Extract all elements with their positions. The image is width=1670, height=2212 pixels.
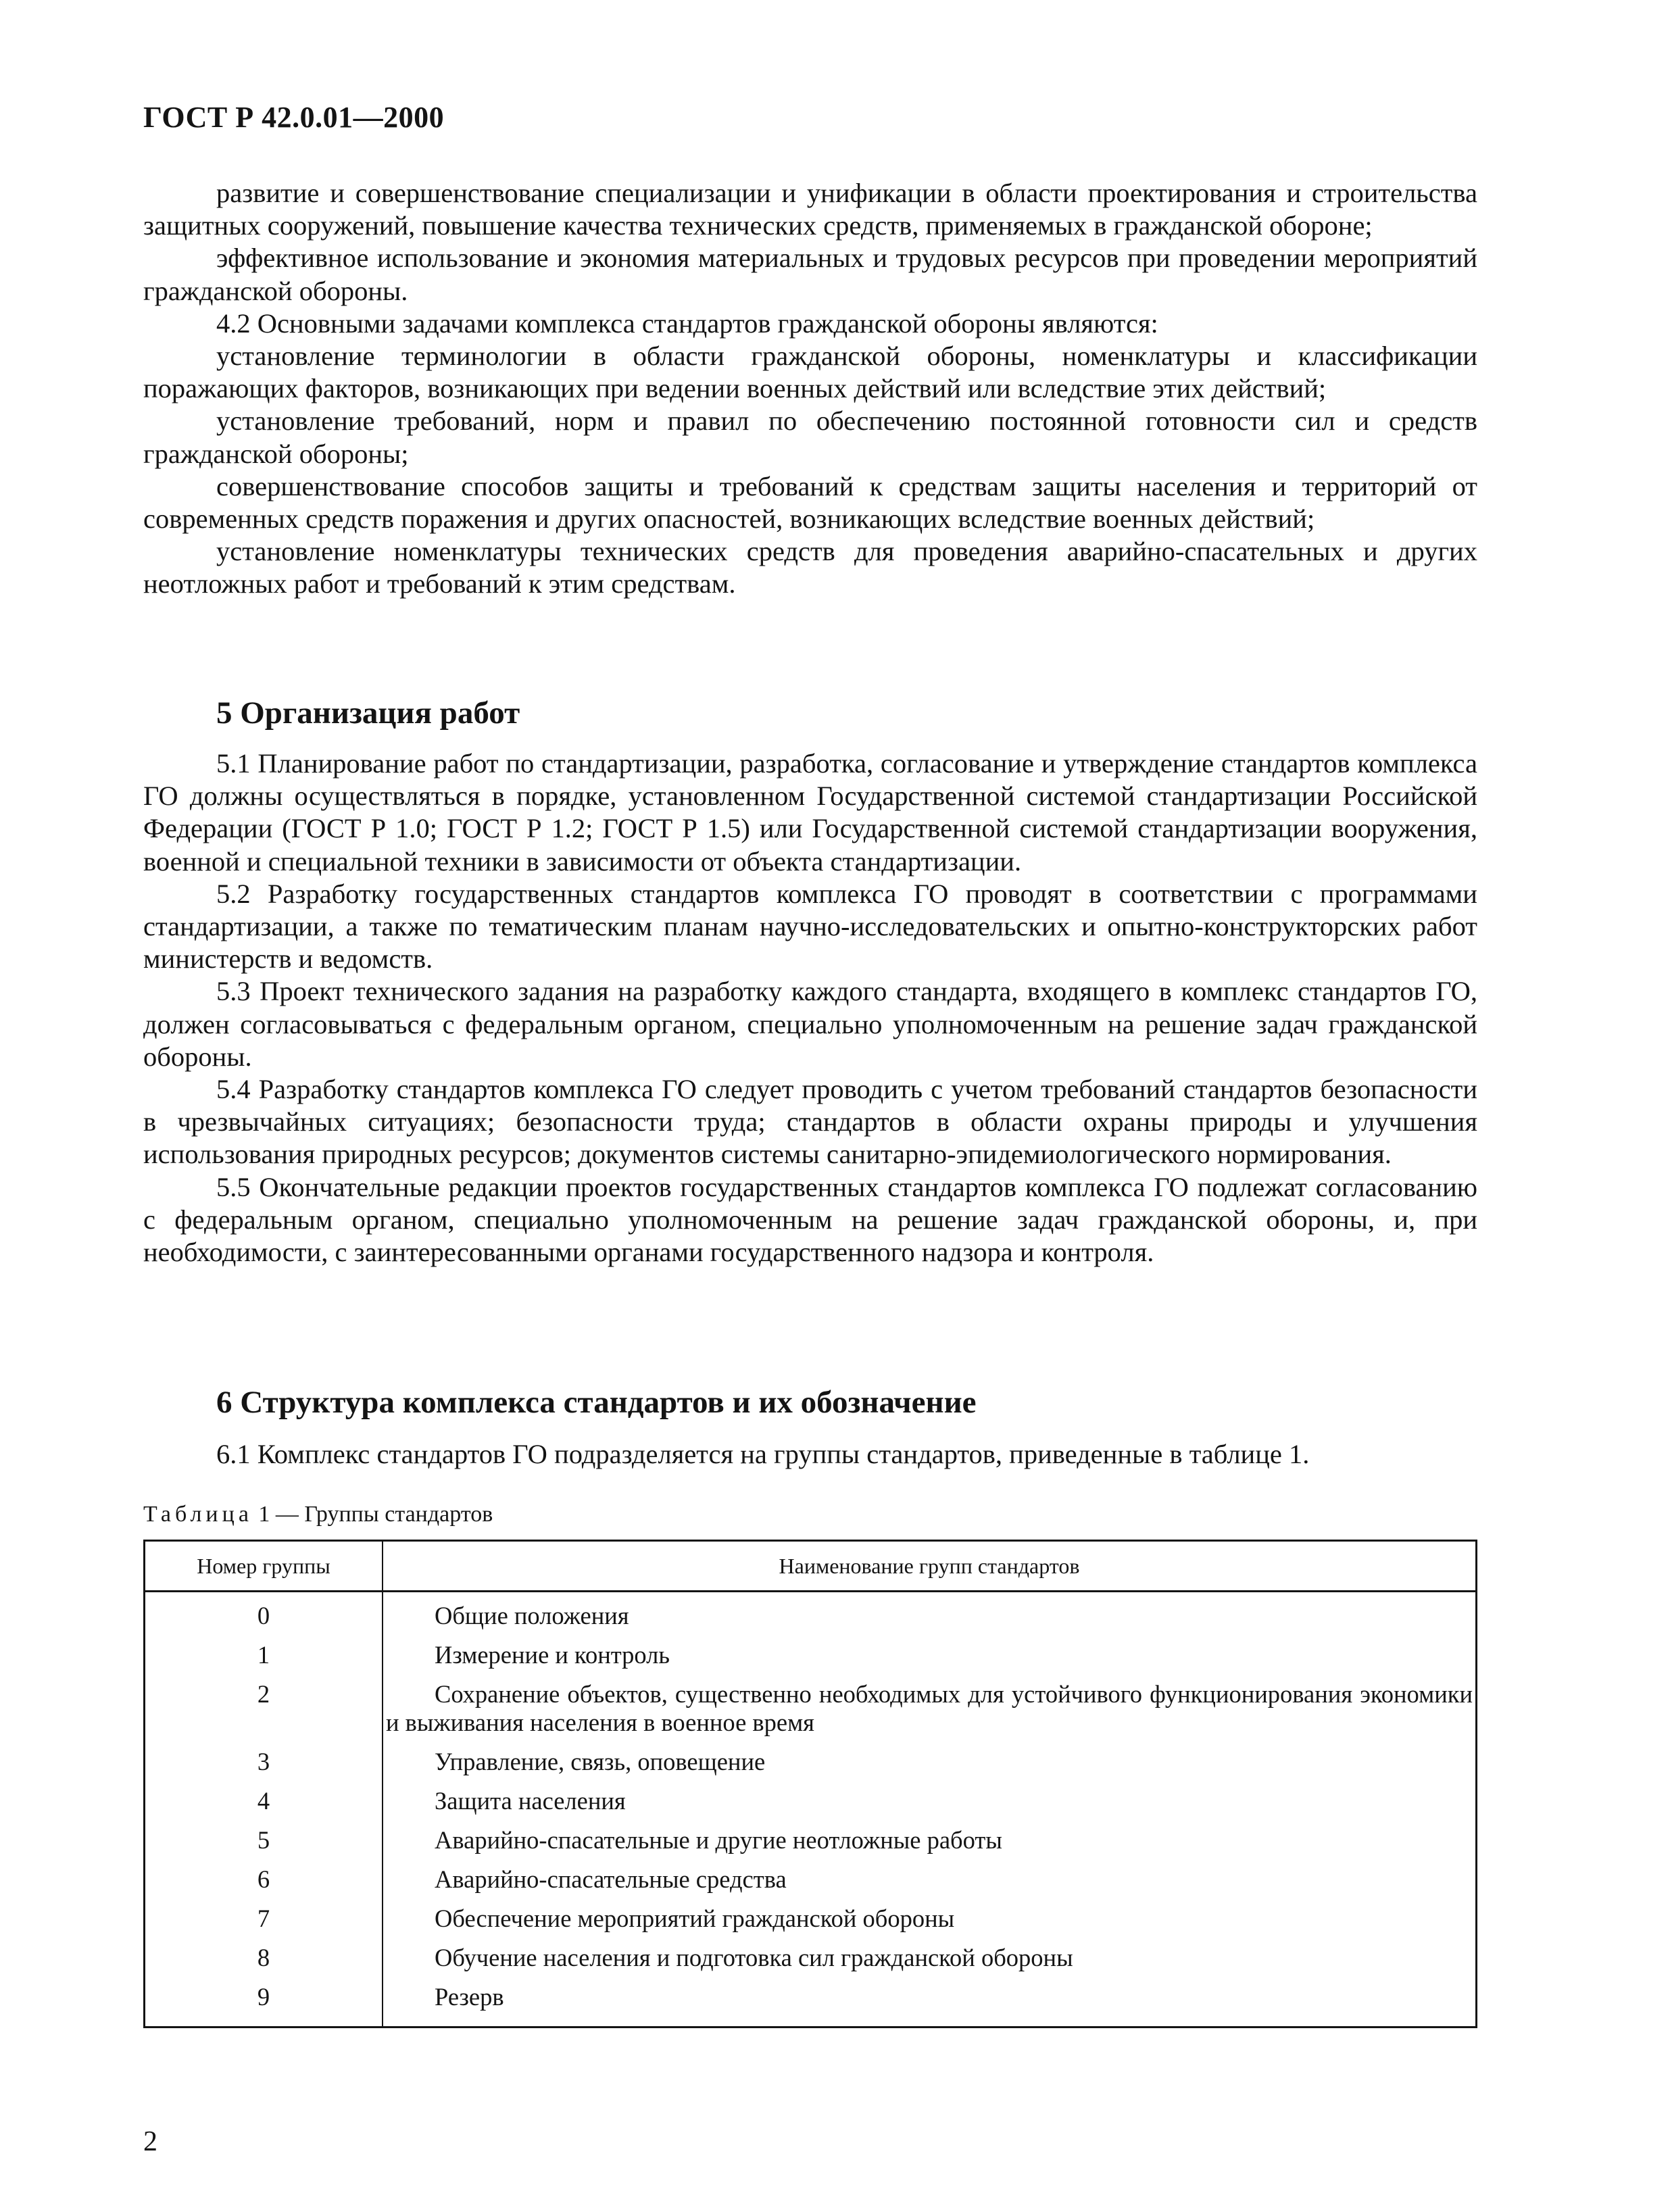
group-name: Общие положения [383,1592,1477,1642]
paragraph: эффективное использование и экономия материальных и трудовых ресурсов при проведении мероприятий гражданской обороны. [143,243,1477,306]
group-number: 0 [145,1592,383,1642]
table-caption-label: Таблица [143,1502,253,1527]
group-number: 3 [145,1748,383,1787]
group-name: Управление, связь, оповещение [383,1748,1477,1787]
section-5-body [143,747,1477,1269]
group-number: 6 [145,1865,383,1904]
table-row [145,1865,1477,1904]
header-group-name: Наименование групп стандартов [383,1541,1477,1592]
paragraph: 5.3 Проект технического задания на разработку каждого стандарта, входящего в комплекс стандартов ГО, должен согласовываться с федеральным органом, специально уполномоченным на решение задач гражданской обороны. [143,976,1477,1072]
group-number: 5 [145,1826,383,1865]
group-number: 9 [145,1983,383,2027]
paragraph: 5.2 Разработку государственных стандартов комплекса ГО проводят в соответствии с программами стандартизации, а также по тематическим планам научно-исследовательских и опытно-конструкторских работ министерств и ведомств. [143,878,1477,975]
group-number: 2 [145,1680,383,1748]
group-number: 1 [145,1641,383,1680]
paragraph: установление номенклатуры технических средств для проведения аварийно-спасательных и других неотложных работ и требований к этим средствам. [143,536,1477,599]
paragraph: 4.2 Основными задачами комплекса стандартов гражданской обороны являются: [216,308,1158,339]
group-name: Измерение и контроль [383,1641,1477,1680]
continuation-text [143,177,1477,601]
table-caption-title: 1 — Группы стандартов [252,1502,493,1527]
table-row [145,1983,1477,2027]
table-row [145,1944,1477,1983]
table-row [145,1592,1477,1642]
paragraph: 6.1 Комплекс стандартов ГО подразделяется на группы стандартов, приведенные в таблице 1. [216,1439,1310,1469]
table-header-row [145,1541,1477,1592]
paragraph: совершенствование способов защиты и требований к средствам защиты населения и территорий от современных средств поражения и других опасностей, возникающих вследствие военных действий; [143,470,1477,535]
group-name: Резерв [383,1983,1477,2027]
section-6-heading: 6 Структура комплекса стандартов и их обозначение [216,1385,977,1420]
group-number: 7 [145,1904,383,1944]
table-row [145,1904,1477,1944]
group-name: Сохранение объектов, существенно необходимых для устойчивого функционирования экономики и выживания населения в военное время [383,1680,1477,1748]
group-number: 4 [145,1787,383,1826]
paragraph: установление терминологии в области гражданской обороны, номенклатуры и классификации поражающих факторов, возникающих при ведении военных действий или вследствие этих действий; [143,341,1477,404]
table-row [145,1680,1477,1748]
header-group-number: Номер группы [145,1541,383,1592]
section-5-heading: 5 Организация работ [216,695,520,731]
group-name: Аварийно-спасательные и другие неотложные работы [383,1826,1477,1865]
group-name: Аварийно-спасательные средства [383,1865,1477,1904]
paragraph: 5.5 Окончательные редакции проектов государственных стандартов комплекса ГО подлежат согласованию с федеральным органом, специально уполномоченным на решение задач гражданской обороны, и, при необходимости, с заинтересованными органами государственного надзора и контроля. [143,1171,1477,1268]
group-name: Обучение населения и подготовка сил гражданской обороны [383,1944,1477,1983]
group-name: Обеспечение мероприятий гражданской обороны [383,1904,1477,1944]
page-number: 2 [143,2126,157,2157]
table-caption [143,1502,493,1527]
paragraph: установление требований, норм и правил по обеспечению постоянной готовности сил и средств гражданской обороны; [143,405,1477,469]
standards-groups-table [143,1540,1477,2028]
table-row [145,1748,1477,1787]
paragraph: 5.4 Разработку стандартов комплекса ГО следует проводить с учетом требований стандартов безопасности в чрезвычайных ситуациях; безопасности труда; стандартов в области охраны природы и улучшения использования природных ресурсов; документов системы санитарно-эпидемиологического нормирования. [143,1074,1477,1170]
table-row [145,1787,1477,1826]
document-header: ГОСТ Р 42.0.01—2000 [143,101,445,134]
paragraph: развитие и совершенствование специализации и унификации в области проектирования и строительства защитных сооружений, повышение качества технических средств, применяемых в гражданской обороне; [143,178,1477,241]
table-row [145,1641,1477,1680]
section-6-body [143,1438,1477,1471]
group-name: Защита населения [383,1787,1477,1826]
table-row [145,1826,1477,1865]
group-number: 8 [145,1944,383,1983]
paragraph: 5.1 Планирование работ по стандартизации, разработка, согласование и утверждение стандартов комплекса ГО должны осуществляться в порядке, установленном Государственной системой стандартизации Российской Федерации (ГОСТ Р 1.0; ГОСТ Р 1.2; ГОСТ Р 1.5) или Государственной системой стандартизации вооружения, военной и специальной техники в зависимости от объекта стандартизации. [143,748,1477,877]
